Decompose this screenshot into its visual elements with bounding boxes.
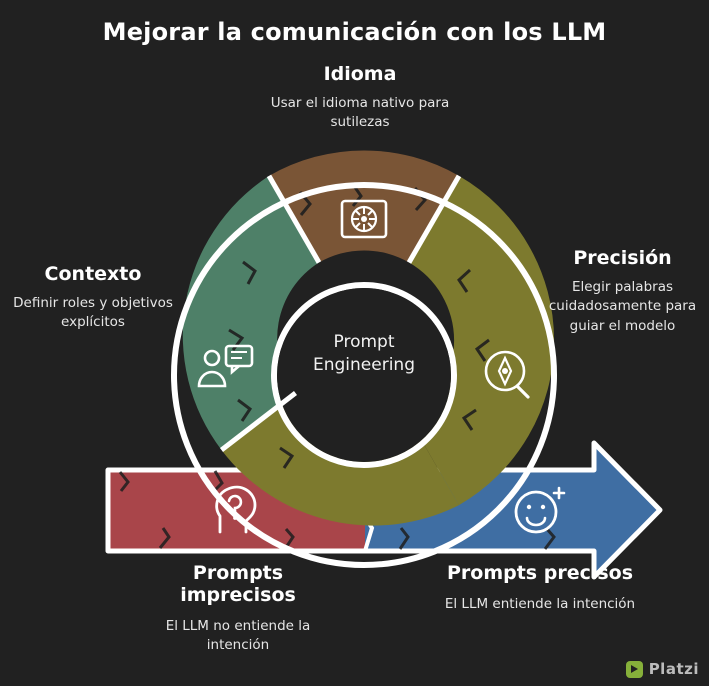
segment-label-precision [540, 248, 705, 337]
segment-heading-prompts-imprecisos: Prompts imprecisos [180, 562, 296, 606]
page-title: Mejorar la comunicación con los LLM [102, 18, 607, 46]
segment-label-prompts-imprecisos [140, 563, 336, 656]
segment-body-contexto: Definir roles y objetivos explícitos [13, 294, 173, 331]
segment-heading-precision: Precisión [573, 247, 672, 269]
segment-label-idioma [255, 64, 465, 133]
center-label-line2: Engineering [313, 354, 415, 375]
segment-heading-prompts-precisos: Prompts precisos [446, 562, 634, 584]
segment-heading-idioma: Idioma [323, 63, 397, 85]
center-label-line1: Prompt [333, 332, 395, 352]
segment-heading-contexto: Contexto [44, 263, 142, 285]
segment-label-prompts-precisos [440, 563, 640, 614]
segment-body-precision: Elegir palabras cuidadosamente para guiar el modelo [548, 278, 697, 334]
segment-body-idioma: Usar el idioma nativo para sutilezas [270, 94, 450, 131]
segment-label-contexto [8, 264, 178, 333]
platzi-logo-icon [626, 661, 643, 678]
platzi-watermark [626, 660, 699, 678]
center-label [274, 331, 454, 377]
segment-body-prompts-imprecisos: El LLM no entiende la intención [165, 617, 311, 654]
segment-body-prompts-precisos: El LLM entiende la intención [444, 595, 636, 612]
platzi-watermark-text: Platzi [648, 660, 699, 678]
